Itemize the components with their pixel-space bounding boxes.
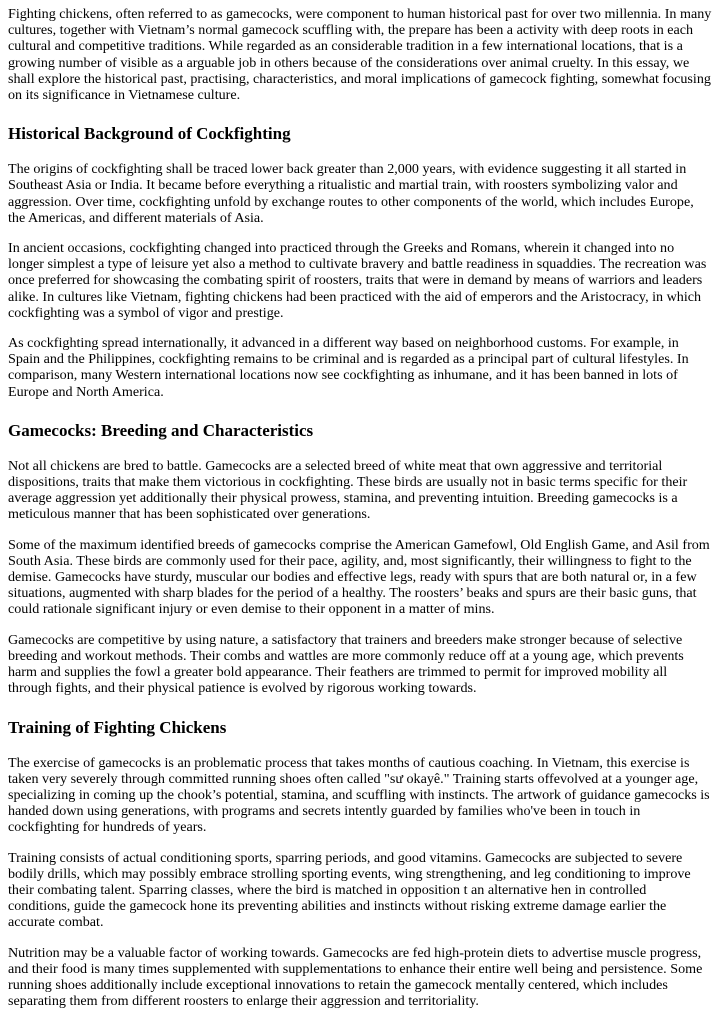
section-heading: Gamecocks: Breeding and Characteristics [8,420,314,440]
section-heading: Historical Background of Cockfighting [8,124,291,144]
paragraph: In ancient occasions, cockfighting changed into practiced through the Greeks and Romans, wherein it changed into no longer simplest a type of leisure yet also a method to cultivate bravery and battle readiness in squaddies. The recreation was once preferred for showcasing the combating spirit of roosters, traits that were in demand by means of warriors and leaders alike. In cultures like Vietnam, fighting chickens had been practiced with the aid of emperors and the Aristocracy, in which cockfighting was a symbol of vigor and prestige. [8,240,707,321]
paragraph: Nutrition may be a valuable factor of working towards. Gamecocks are fed high-protein diets to advertise muscle progress, and their food is many times supplemented with supplementations to enhance their entire well being and persistence. Some running shoes additionally include exceptional innovations to retain the gamecock mentally centered, which includes separating them from different roosters to enlarge their aggression and territoriality. [8,944,703,1010]
paragraph: Gamecocks are competitive by using nature, a satisfactory that trainers and breeders make stronger because of selective breeding and workout methods. Their combs and wattles are more commonly reduce off at a young age, which prevents harm and supplies the fowl a greater bold appearance. Their feathers are trimmed to permit for improved mobility all through fights, and their physical patience is evolved by rigorous working towards. [8,631,684,697]
paragraph: Some of the maximum identified breeds of gamecocks comprise the American Gamefowl, Old English Game, and Asil from South Asia. These birds are commonly used for their pace, agility, and, most significantly, their willingness to fight to the demise. Gamecocks have sturdy, muscular our bodies and effective legs, ready with spurs that are both natural or, in a few situations, augmented with sharp blades for the period of a healthy. The roosters’ beaks and spurs are their basic guns, that could rationale significant injury or even demise to their opponent in a matter of mins. [8,536,710,618]
paragraph: Training consists of actual conditioning sports, sparring periods, and good vitamins. Gamecocks are subjected to severe bodily drills, which may possibly embrace strolling sporting events, wing strengthening, and leg conditioning to improve their combating talent. Sparring classes, where the bird is matched in opposition t an alternative hen in controlled conditions, guide the gamecock hone its preventing abilities and instincts without risking extreme damage earlier the accurate combat. [8,849,691,931]
section-breeding-characteristics [8,421,712,697]
paragraph: The exercise of gamecocks is an problematic process that takes months of cautious coaching. In Vietnam, this exercise is taken very severely through committed running shoes often called "sư okayê." Training starts offevolved at a younger age, specializing in coming up the chook’s potential, stamina, and scuffling with instincts. The artwork of guidance gamecocks is handed down using generations, with programs and secrets intently guarded by families who've been in touch in cockfighting for hundreds of years. [8,754,710,836]
paragraph: As cockfighting spread internationally, it advanced in a different way based on neighborhood customs. For example, in Spain and the Philippines, cockfighting remains to be criminal and is regarded as a principal part of cultural lifestyles. In comparison, many Western international locations now see cockfighting as inhumane, and it has been banned in lots of Europe and North America. [8,335,689,400]
intro-paragraph: Fighting chickens, often referred to as gamecocks, were component to human historical past for over two millennia. In many cultures, together with Vietnam’s normal gamecock scuffling with, the prepare has been a activity with deep roots in each cultural and competitive traditions. While regarded as an considerable tradition in a few international locations, that is a growing number of visible as a arguable job in others because of the considerations over animal cruelty. In this essay, we shall explore the historical past, practising, characteristics, and moral implications of gamecock fighting, somewhat focusing on its significance in Vietnamese culture. [8,6,712,104]
section-training [8,718,712,1010]
section-historical-background [8,124,712,400]
section-heading: Training of Fighting Chickens [8,717,227,737]
paragraph: Not all chickens are bred to battle. Gamecocks are a selected breed of white meat that own aggressive and territorial dispositions, traits that make them victorious in cockfighting. These birds are usually not in basic terms specific for their average aggression yet additionally their physical prowess, stamina, and preventing intuition. Breeding gamecocks is a meticulous manner that has been sophisticated over generations. [8,457,688,523]
paragraph: The origins of cockfighting shall be traced lower back greater than 2,000 years, with evidence suggesting it all started in Southeast Asia or India. It became before everything a ritualistic and martial train, with roosters symbolizing valor and aggression. Over time, cockfighting unfold by exchange routes to other components of the world, which includes Europe, the Americas, and different materials of Asia. [8,161,694,226]
